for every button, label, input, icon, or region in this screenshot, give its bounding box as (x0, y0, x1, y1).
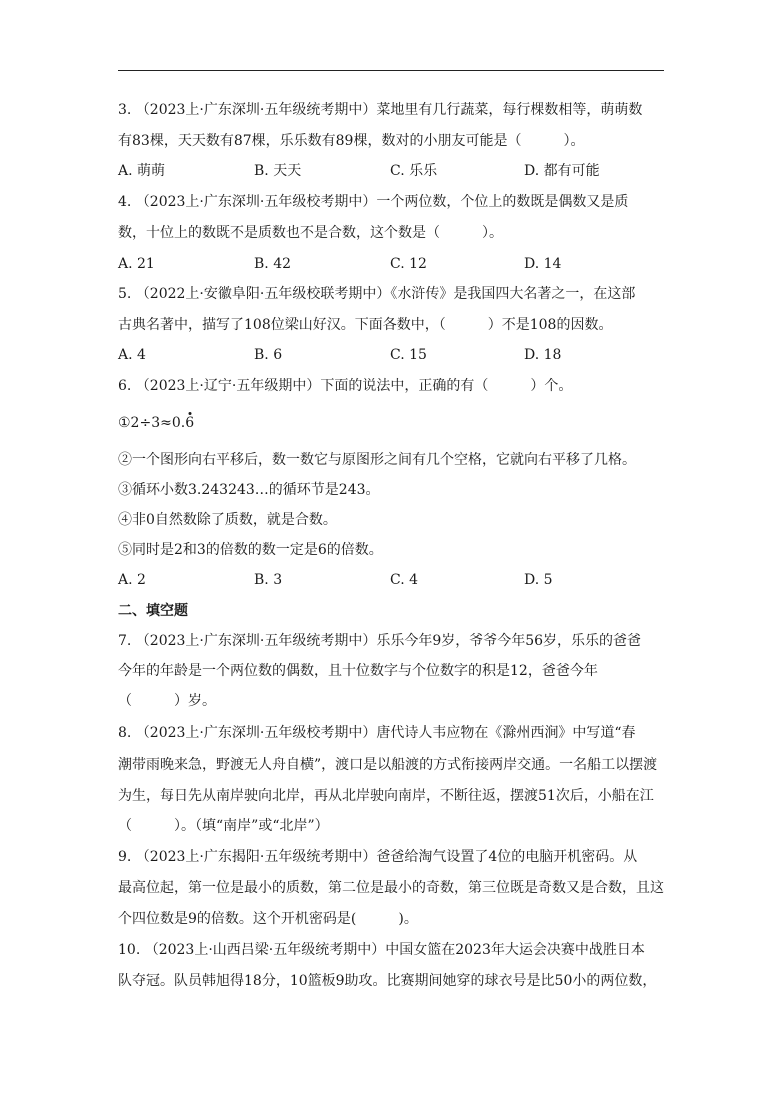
q4-option-a[interactable]: A. 21 (118, 256, 155, 272)
q3-option-a[interactable]: A. 萌萌 (118, 163, 166, 179)
q8-text-line-1: 8. （2023上·广东深圳·五年级校考期中）唐代诗人韦应物在《滁州西涧》中写道“春 (118, 725, 636, 741)
section-title-fill-in: 二、填空题 (118, 603, 188, 619)
q6-statement-2: ②一个图形向右平移后，数一数它与原图形之间有几个空格，它就向右平移了几格。 (118, 452, 636, 468)
q3-option-b[interactable]: B. 天天 (254, 163, 302, 179)
q6-option-b[interactable]: B. 3 (254, 572, 283, 588)
q7-text-line-2: 今年的年龄是一个两位数的偶数，且十位数字与个位数字的积是12，爸爸今年 (118, 663, 598, 679)
q5-option-c[interactable]: C. 15 (390, 347, 427, 363)
q7-answer-blank[interactable]: （ ）岁。 (118, 693, 216, 709)
header-rule (118, 70, 664, 71)
q6-statement-1-repeating-digit: 6 (185, 415, 195, 431)
q4-option-b[interactable]: B. 42 (254, 256, 292, 272)
q9-text-line-2: 最高位起，第一位是最小的质数，第二位是最小的奇数，第三位既是奇数又是合数，且这 (118, 880, 664, 896)
q3-text-line-2: 有83棵，天天数有87棵，乐乐数有89棵，数对的小朋友可能是（ ）。 (118, 133, 585, 149)
q10-text-line-1: 10. （2023上·山西吕梁·五年级统考期中）中国女篮在2023年大运会决赛中战胜日本 (118, 942, 645, 958)
q5-option-b[interactable]: B. 6 (254, 347, 283, 363)
q9-text-line-3[interactable]: 个四位数是9的倍数。这个开机密码是( )。 (118, 911, 418, 927)
q8-text-line-3: 为生，每日先从南岸驶向北岸，再从北岸驶向南岸，不断往返，摆渡51次后，小船在江 (118, 788, 654, 804)
q4-option-c[interactable]: C. 12 (390, 256, 427, 272)
q3-text-line-1: 3. （2023上·广东深圳·五年级统考期中）菜地里有几行蔬菜，每行棵数相等，萌萌数 (118, 102, 643, 118)
q3-option-d[interactable]: D. 都有可能 (524, 163, 600, 179)
q6-statement-3: ③循环小数3.243243…的循环节是243。 (118, 482, 380, 498)
q9-text-line-1: 9. （2023上·广东揭阳·五年级统考期中）爸爸给淘气设置了4位的电脑开机密码。从 (118, 849, 638, 865)
q6-option-d[interactable]: D. 5 (524, 572, 553, 588)
q4-option-d[interactable]: D. 14 (524, 256, 562, 272)
q5-option-d[interactable]: D. 18 (524, 347, 562, 363)
q3-option-c[interactable]: C. 乐乐 (390, 163, 438, 179)
q7-text-line-1: 7. （2023上·广东深圳·五年级统考期中）乐乐今年9岁，爷爷今年56岁，乐乐的爸爸 (118, 633, 642, 649)
q6-statement-1 (118, 414, 194, 432)
q6-statement-5: ⑤同时是2和3的倍数的数一定是6的倍数。 (118, 542, 383, 558)
q5-text-line-2: 古典名著中，描写了108位梁山好汉。下面各数中，（ ）不是108的因数。 (118, 317, 613, 333)
q8-answer-blank[interactable]: （ ）。（填“南岸”或“北岸”） (118, 818, 329, 834)
q6-statement-1-int: 0. (171, 415, 186, 431)
q4-text-line-2: 数，十位上的数既不是质数也不是合数，这个数是（ ）。 (118, 225, 503, 241)
q6-statement-4: ④非0自然数除了质数，就是合数。 (118, 512, 337, 528)
q10-text-line-2: 队夺冠。队员韩旭得18分，10篮板9助攻。比赛期间她穿的球衣号是比50小的两位数， (118, 973, 657, 989)
q8-text-line-2: 潮带雨晚来急，野渡无人舟自横”，渡口是以船渡的方式衔接两岸交通。一名船工以摆渡 (118, 757, 658, 773)
q6-text-line-1: 6. （2023上·辽宁·五年级期中）下面的说法中，正确的有（ ）个。 (118, 378, 573, 394)
q4-text-line-1: 4. （2023上·广东深圳·五年级校考期中）一个两位数，个位上的数既是偶数又是质 (118, 194, 629, 210)
q6-option-a[interactable]: A. 2 (118, 572, 146, 588)
q6-option-c[interactable]: C. 4 (390, 572, 419, 588)
q6-statement-1-expr: ①2÷3≈ (118, 415, 172, 431)
q5-text-line-1: 5. （2022上·安徽阜阳·五年级校联考期中）《水浒传》是我国四大名著之一，在这部 (118, 286, 636, 302)
q5-option-a[interactable]: A. 4 (118, 347, 146, 363)
